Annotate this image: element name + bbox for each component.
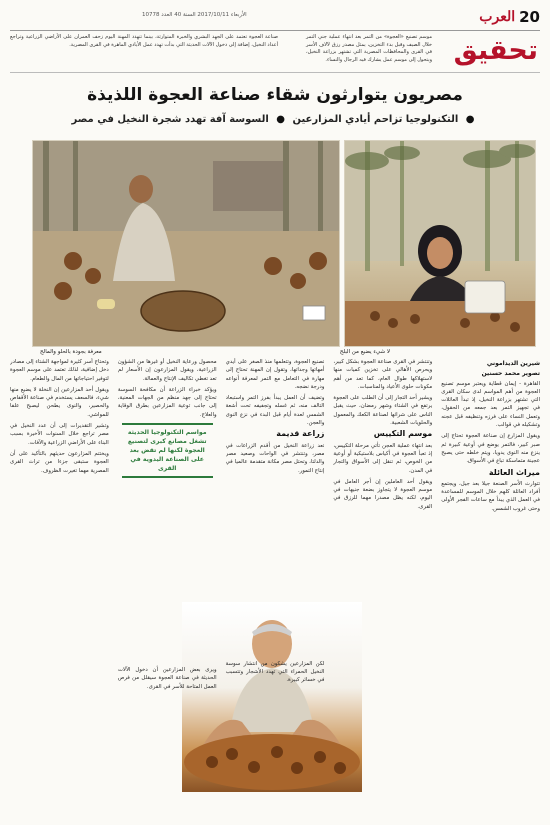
article-body <box>10 358 540 817</box>
dateline: الأربعاء 2017/10/11 السنة 40 العدد 10778 <box>142 12 247 18</box>
photo-woman-sorting-dates <box>344 140 536 347</box>
bullet-icon: ● <box>465 114 475 125</box>
page-number: 20 <box>519 8 540 26</box>
header-rule <box>10 30 540 31</box>
section-title: تحقيق <box>453 35 538 66</box>
paragraph: ويشير أحد التجار إلى أن الطلب على العجوة يرتفع في الشتاء وشهر رمضان، حيث يقبل الناس على شرائها لصناعة الكعك والمعمول والحلويات الشعبية. <box>333 395 433 427</box>
photo-spacer <box>118 484 217 666</box>
paragraph: القاهرة - إيمان قطاية ويعتبر موسم تصنيع العجوة من أهم المواسم لدى سكان القرى التي تشتهر بزراعة النخيل، إذ تبدأ العائلات في تجهيز التمر بعد جمعه من الحقول، وتعمل النساء على فرزه وتنظيفه قبل عجنه وتشكيله في قوالب. <box>441 380 540 429</box>
paragraph: ويختتم المزارعون حديثهم بالتأكيد على أن العجوة ستبقى جزءا من تراث القرى المصرية مهما تغيرت الظروف. <box>10 450 109 474</box>
photo-woman-illustration <box>345 141 535 346</box>
photo-spacer <box>226 478 325 660</box>
photographer-byline: تصوير محمد حسنين <box>481 370 540 378</box>
photo-man-illustration <box>33 141 339 346</box>
newspaper-logo: العرب <box>479 9 516 25</box>
column-1 <box>441 358 540 817</box>
paragraph: محصول ورعاية النخيل أو غيرها من الشؤون الزراعية، ويقول المزارعون إن الأسعار لم تعد تغطي تكاليف الإنتاج والعمالة. <box>117 359 217 382</box>
paragraph: ويرى بعض المزارعين أن دخول الآلات الحديثة في صناعة العجوة سيقلل من فرص العمل المتاحة للأسر في القرى. <box>117 667 217 690</box>
paragraph: ويؤكد خبراء الزراعة أن مكافحة السوسة تحتاج إلى جهد منظم من الجهات المعنية، إلى جانب توعية المزارعين بطرق الوقاية والعلاج. <box>117 386 217 418</box>
bullet-icon: ● <box>276 114 285 125</box>
paragraph: وتضيف أن العمل يبدأ بفرز التمر واستبعاد التالف منه، ثم غسله وتجفيفه تحت أشعة الشمس لعدة أيام قبل البدء في نزع النوى والعجن. <box>225 395 325 427</box>
photo-caption-left: معرفة بجودة بالحلو والمالح <box>40 349 102 355</box>
paragraph: وتشير التقديرات إلى أن عدد النخيل في مصر تراجع خلال السنوات الأخيرة بسبب البناء على الأراضي الزراعية والآفات. <box>10 423 109 446</box>
intro-teaser-left: صناعة العجوة تعتمد على الجهد البشري والخبرة المتوارثة، بينما تتهدد المهنة اليوم زحف العمران على الأراضي الزراعية وتراجع أعداد النخيل، إضافة إلى دخول الآلات الحديثة التي بدأت تهدد عمل الأيادي الماهرة في القرى المصرية. <box>10 34 278 48</box>
paragraph: ويقول أحد العاملين إن أجر العامل في موسم العجوة لا يتجاوز بضعة جنيهات في اليوم، لكنه يظل مصدرا مهما للرزق في القرى. <box>333 478 433 510</box>
paragraph: لكن المزارعين يشكون من انتشار سوسة النخيل الحمراء التي تهدد الأشجار وتتسبب في خسائر كبيرة. <box>225 660 325 684</box>
photo-caption-right: لا شيء يضيع من البلح <box>339 349 390 355</box>
paragraph: ويقول المزارع إن صناعة العجوة تحتاج إلى صبر كبير، فالتمر يوضع في أوعية كبيرة ثم ينزع منه النوى يدويا، ويتم خلطه حتى يصبح عجينة متماسكة تباع في الأسواق. <box>441 433 540 465</box>
subheadline-1: التكنولوجيا تزاحم أيادي المزارعين <box>292 114 459 125</box>
subsection-heading: زراعة قديمة <box>276 429 325 439</box>
photo-man-with-dates <box>32 140 340 347</box>
column-4 <box>118 358 217 817</box>
pull-quote: مواسم التكنولوجيا الحديثة تشغل مصانع كبرى لتصنيع العجوة لكنها لم تقض بعد على الصناعة اليدوية في القرى <box>122 423 213 478</box>
article-headline: مصريون يتوارثون شقاء صناعة العجوة اللذيذة <box>87 85 463 105</box>
article-subheadlines <box>20 114 530 125</box>
subsection-heading: ميراث العائلة <box>488 467 540 477</box>
page-folio <box>479 8 540 26</box>
header-rule-2 <box>10 72 540 73</box>
paragraph: بعد انتهاء عملية العجن تأتي مرحلة التكييس، إذ تعبأ العجوة في أكياس بلاستيكية أو أوعية من الخوص، ثم تنقل إلى الأسواق والتجار في المدن. <box>333 442 433 474</box>
column-2 <box>333 358 432 817</box>
column-5 <box>10 358 109 817</box>
subsection-heading: موسم التكييس <box>373 429 433 439</box>
paragraph: تتوارث الأسر الصنعة جيلا بعد جيل، ويجتمع أفراد العائلة كلهم خلال الموسم للمساعدة في العمل الذي يبدأ مع ساعات الفجر الأولى وحتى غروب الشمس. <box>441 480 540 512</box>
intro-teaser-right: موسم تصنيع «العجوة» من التمر بعد انتهاء عملية جني التمر خلال الصيف وقبل بدء التخزين، يمثل مصدر رزق لآلاف الأسر في القرى والمحافظات المصرية التي تشتهر بزراعة النخيل، ويتحول إلى موسم عمل يشارك فيه الرجال والنساء. <box>306 34 432 63</box>
author-byline: شيرين الديداموني <box>486 360 540 367</box>
paragraph: تصنيع العجوة، وتتعلمها منذ الصغر على أيدي أمهاتها وجداتها، وتقول إن المهنة تحتاج إلى مهارة في التعامل مع التمر لمعرفة أنواعه ودرجة نضجه. <box>225 359 325 390</box>
paragraph: تعد زراعة النخيل من أقدم الزراعات في مصر، وتنتشر في الواحات وصعيد مصر والدلتا، وتحتل مصر مكانة متقدمة عالميا في إنتاج التمور. <box>225 442 325 474</box>
paragraph: وتحتاج أسر كثيرة لمواجهة الشتاء إلى مصادر دخل إضافية، لذلك تعتمد على موسم العجوة لتوفير احتياجاتها من المال والطعام. <box>10 359 109 382</box>
subheadline-2: السوسة آفة تهدد شجرة النخيل في مصر <box>71 114 269 125</box>
paragraph: ويقول أحد المزارعين إن النخلة لا يضيع منها شيء، فالسعف يستخدم في صناعة الأقفاص والحصير، والنوى يطحن ليصبح علفا للمواشي. <box>10 386 109 418</box>
column-3 <box>226 358 325 817</box>
paragraph: وتنتشر في القرى صناعة العجوة بشكل كبير، ويحرص الأهالي على تخزين كميات منها لاستهلاكها طوال العام، كما تعد من أهم مكونات حلوى الأعياد والمناسبات. <box>333 359 433 390</box>
